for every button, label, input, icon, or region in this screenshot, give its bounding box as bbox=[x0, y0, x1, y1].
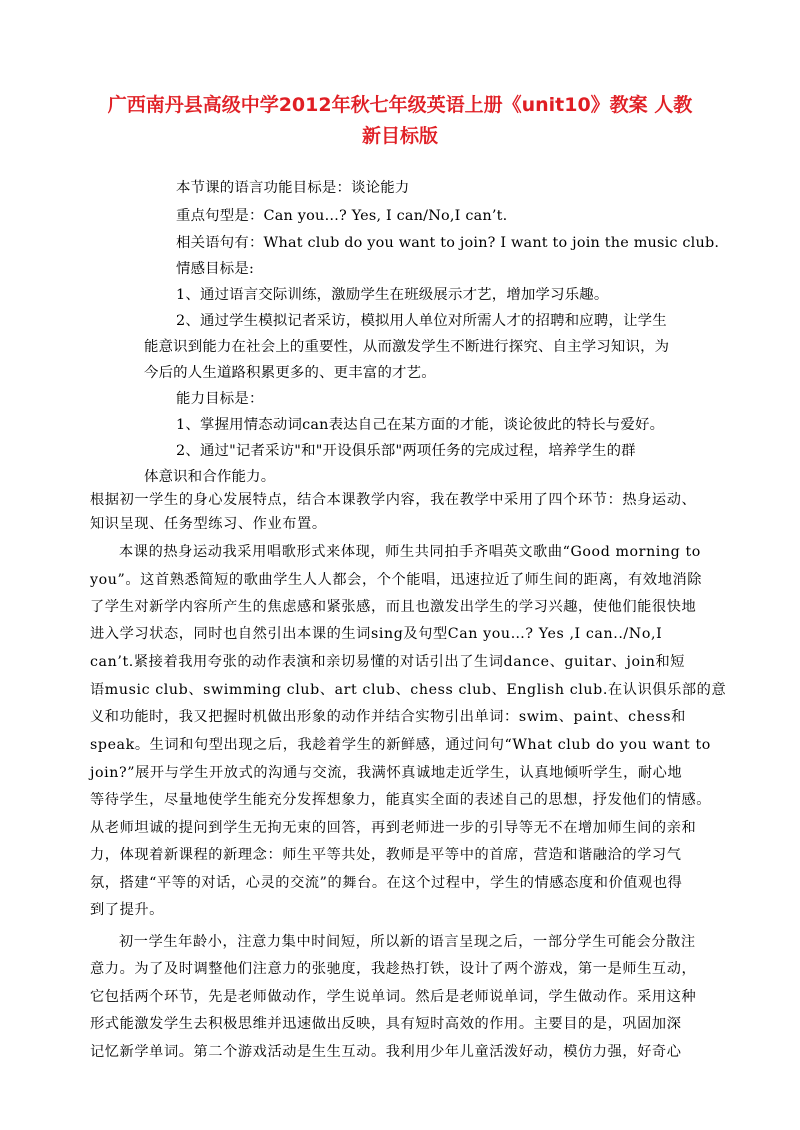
objective-line: 2、通过学生模拟记者采访，模拟用人单位对所需人才的招聘和应聘，让学生 bbox=[176, 313, 667, 329]
body-line: 义和功能时，我又把握时机做出形象的动作并结合实物引出单词：swim、paint、chess和 bbox=[90, 709, 686, 725]
body-line: 从老师坦诚的提问到学生无拘无束的回答，再到老师进一步的引导等无不在增加师生间的亲和 bbox=[90, 820, 697, 836]
objective-line: 重点句型是：Can you…? Yes, I can/No,I can’t. bbox=[176, 208, 508, 224]
body-line: 形式能激发学生去积极思维并迅速做出反映，具有短时高效的作用。主要目的是，巩固加深 bbox=[90, 1016, 682, 1032]
body-line: 等待学生，尽量地使学生能充分发挥想象力，能真实全面的表述自己的思想，抒发他们的情感。 bbox=[90, 792, 712, 808]
objective-line: 今后的人生道路积累更多的、更丰富的才艺。 bbox=[144, 365, 436, 381]
body-line: 初一学生年龄小，注意力集中时间短，所以新的语言呈现之后，一部分学生可能会分散注 bbox=[119, 934, 696, 950]
objective-line: 情感目标是: bbox=[176, 261, 255, 277]
body-line: 本课的热身运动我采用唱歌形式来体现，师生共同拍手齐唱英文歌曲“Good morning to bbox=[119, 544, 701, 560]
document-title-line-2: 新目标版 bbox=[361, 125, 438, 147]
objective-line: 能力目标是： bbox=[176, 391, 264, 407]
body-line: can’t.紧接着我用夸张的动作表演和亲切易懂的对话引出了生词dance、guitar、join和短 bbox=[90, 654, 686, 670]
body-line: 根据初一学生的身心发展特点，结合本课教学内容，我在教学中采用了四个环节：热身运动、 bbox=[90, 492, 697, 508]
objective-line: 1、通过语言交际训练，激励学生在班级展示才艺，增加学习乐趣。 bbox=[176, 287, 609, 303]
body-line: speak。生词和句型出现之后，我趁着学生的新鲜感，通过问句“What club do you want to bbox=[90, 737, 711, 753]
objective-line: 体意识和合作能力。 bbox=[144, 469, 276, 485]
document-title-line-1: 广西南丹县高级中学2012年秋七年级英语上册《unit10》教案 人教 bbox=[107, 94, 693, 116]
body-line: 进入学习状态，同时也自然引出本课的生词sing及句型Can you…? Yes ,I can../No,I bbox=[90, 626, 663, 642]
objective-line: 1、掌握用情态动词can表达自己在某方面的才能，谈论彼此的特长与爱好。 bbox=[176, 417, 665, 433]
body-line: 语music club、swimming club、art club、chess club、English club.在认识俱乐部的意 bbox=[90, 682, 727, 698]
body-line: 它包括两个环节，先是老师做动作，学生说单词。然后是老师说单词，学生做动作。采用这种 bbox=[90, 989, 697, 1005]
body-line: 力，体现着新课程的新理念：师生平等共处，教师是平等中的首席，营造和谐融洽的学习气 bbox=[90, 847, 682, 863]
objective-line: 相关语句有：What club do you want to join? I want to join the music club. bbox=[176, 235, 720, 251]
body-line: 记忆新学单词。第二个游戏活动是生生互动。我利用少年儿童活泼好动，模仿力强，好奇心 bbox=[90, 1044, 682, 1060]
body-line: you”。这首熟悉简短的歌曲学生人人都会，个个能唱，迅速拉近了师生间的距离，有效地消除 bbox=[90, 572, 703, 588]
body-line: join?”展开与学生开放式的沟通与交流，我满怀真诚地走近学生，认真地倾听学生，耐心地 bbox=[90, 765, 683, 781]
body-line: 到了提升。 bbox=[90, 902, 164, 918]
objective-line: 本节课的语言功能目标是：谈论能力 bbox=[176, 180, 410, 196]
objective-line: 能意识到能力在社会上的重要性，从而激发学生不断进行探究、自主学习知识，为 bbox=[144, 339, 670, 355]
body-line: 知识呈现、任务型练习、作业布置。 bbox=[90, 516, 327, 532]
body-line: 氛，搭建“平等的对话，心灵的交流”的舞台。在这个过程中，学生的情感态度和价值观也得 bbox=[90, 875, 683, 891]
objective-line: 2、通过"记者采访"和"开设俱乐部"两项任务的完成过程，培养学生的群 bbox=[176, 443, 636, 459]
body-line: 意力。为了及时调整他们注意力的张驰度，我趁热打铁，设计了两个游戏，第一是师生互动， bbox=[90, 961, 697, 977]
body-line: 了学生对新学内容所产生的焦虑感和紧张感，而且也激发出学生的学习兴趣，使他们能很快地 bbox=[90, 599, 697, 615]
